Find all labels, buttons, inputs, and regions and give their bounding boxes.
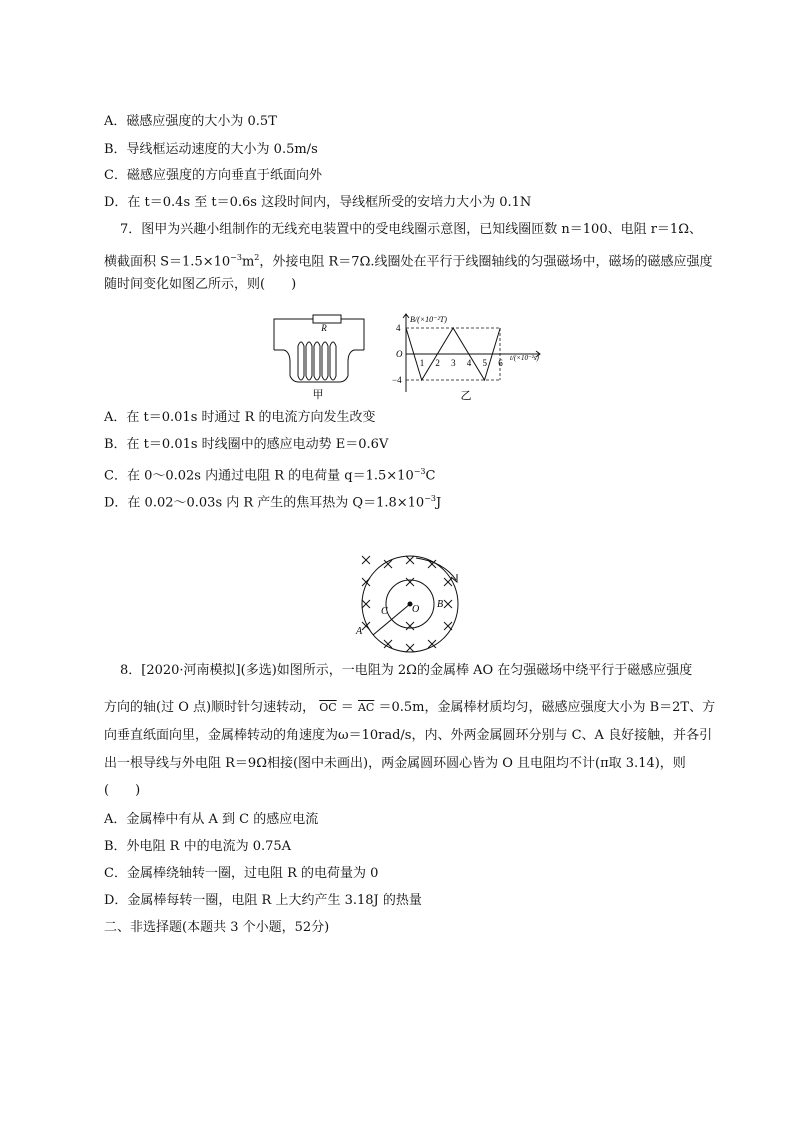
- q8-stem-line2: 方向的轴(过 O 点)顺时针匀速转动， $\overline{OC} = \overline{AC} =0.5m$，金属棒材质均匀，磁感应强度大小为 B＝2T、方: [104, 700, 716, 715]
- field-cross-icon: [444, 600, 452, 608]
- section-2-heading: 二、非选择题(本题共 3 个小题，52分): [104, 920, 330, 935]
- q8-option-c: C．金属棒绕轴转一圈，过电阻 R 的电荷量为 0: [104, 866, 379, 881]
- q7-stem-line1: 7．图甲为兴趣小组制作的无线充电装置中的受电线圈示意图，已知线圈匝数 n＝100、电阻 r＝1Ω、: [120, 222, 702, 237]
- field-cross-icon: [362, 556, 370, 564]
- resistor-symbol: [313, 315, 341, 323]
- field-cross-icon: [362, 600, 370, 608]
- bt-graph: [388, 308, 550, 404]
- label-a: A: [356, 626, 363, 637]
- resistor-label: R: [321, 323, 327, 333]
- y-tick-top: 4: [396, 323, 401, 333]
- figure-b-caption: 乙: [460, 390, 472, 402]
- q6-option-b: B．导线框运动速度的大小为 0.5m/s: [104, 142, 318, 157]
- q6-option-a: A．磁感应强度的大小为 0.5T: [104, 114, 277, 129]
- q8-option-d: D．金属棒每转一圈，电阻 R 上大约产生 3.18J 的热量: [104, 893, 422, 908]
- label-b: B: [437, 599, 444, 610]
- label-c: C: [381, 606, 388, 617]
- q8-stem-line4: 出一根导线与外电阻 R＝9Ω相接(图中未画出)，两金属圆环圆心皆为 O 且电阻均不计(π取 3.14)，则: [104, 756, 686, 771]
- q7-option-b: B．在 t＝0.01s 时线圈中的感应电动势 E＝0.6V: [104, 437, 389, 452]
- q7-stem-line2: 横截面积 $S=1.5\times 10^{-3}m^2$，外接电阻 R＝7Ω.线圈处在平行于线圈轴线的匀强磁场中，磁场的磁感应强度: [104, 253, 713, 270]
- q6-option-c: C．磁感应强度的方向垂直于纸面向外: [104, 168, 322, 183]
- q7-stem-line3: 随时间变化如图乙所示，则( ): [104, 277, 297, 292]
- q8-stem-line5: ( ): [104, 783, 141, 798]
- x-tick-label: 5: [482, 358, 487, 368]
- x-tick-label: 3: [451, 358, 456, 368]
- q7-option-d: D．在 0.02～0.03s 内 R 产生的焦耳热为 $Q=1.8\times 10^{-3}J$: [104, 494, 442, 511]
- x-tick-label: 2: [435, 358, 440, 368]
- q8-option-a: A．金属棒中有从 A 到 C 的感应电流: [104, 812, 319, 827]
- field-cross-icon: [406, 644, 414, 652]
- label-o: O: [412, 604, 420, 615]
- metal-rod: [373, 604, 410, 635]
- field-cross-icon: [406, 622, 414, 630]
- q8-stem-line1: 8．[2020·河南模拟](多选)如图所示，一电阻为 2Ω的金属棒 AO 在匀强磁场中绕平行于磁感应强度: [120, 663, 693, 678]
- rotating-rod-figure: [348, 552, 472, 656]
- q7-option-c: C．在 0～0.02s 内通过电阻 R 的电荷量 $q=1.5\times 10^{-3}C$: [104, 467, 436, 484]
- x-tick-label: 4: [466, 358, 472, 368]
- x-tick-label: 6: [498, 358, 503, 368]
- figure-a-caption: 甲: [312, 389, 324, 401]
- q8-option-b: B．外电阻 R 中的电流为 0.75A: [104, 839, 292, 854]
- q6-option-d: D．在 t＝0.4s 至 t＝0.6s 这段时间内，导线框所受的安培力大小为 0.1N: [104, 195, 532, 210]
- b-axis-label: B/(×10⁻²T): [410, 315, 447, 324]
- q8-stem-line3: 向垂直纸面向里，金属棒转动的角速度为ω＝10rad/s，内、外两金属圆环分别与 C、A 良好接触，并各引: [104, 728, 713, 743]
- y-tick-bottom: −4: [392, 375, 402, 385]
- t-axis-label: t/(×10⁻²s): [510, 354, 539, 362]
- field-cross-icon: [406, 556, 414, 564]
- q7-option-a: A．在 t＝0.01s 时通过 R 的电流方向发生改变: [104, 410, 376, 425]
- field-cross-icon: [406, 578, 414, 586]
- coil-figure: [268, 310, 372, 402]
- x-tick-label: 1: [419, 358, 425, 368]
- origin-label: O: [396, 349, 403, 359]
